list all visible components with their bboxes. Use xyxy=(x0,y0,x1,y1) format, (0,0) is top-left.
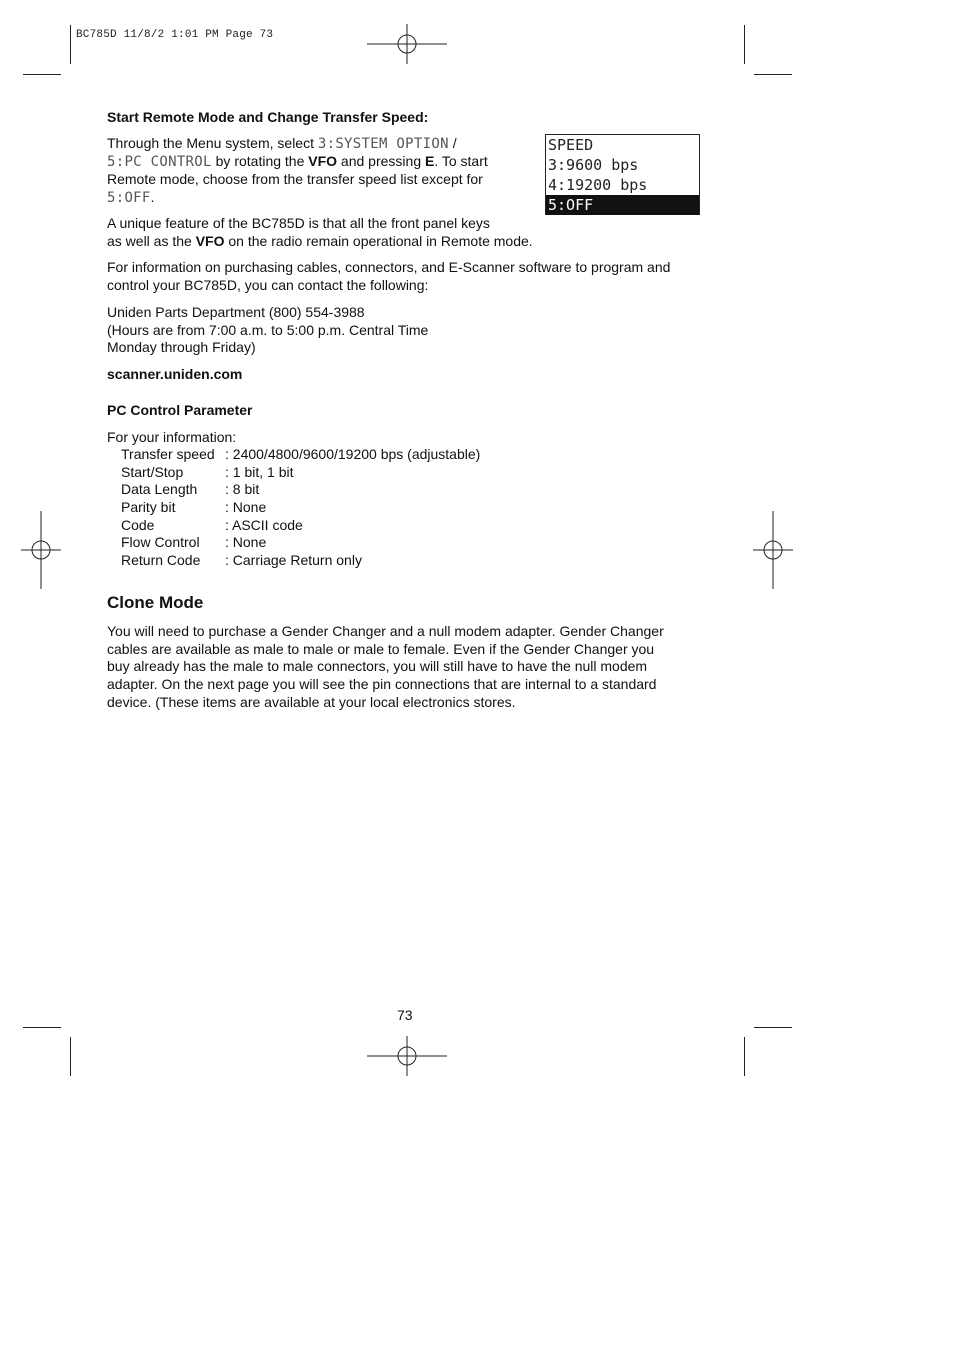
crop-mark-bottom-right-horizontal xyxy=(754,1027,792,1028)
text-line: cables are available as male to male or male to female. Even if the Gender Changer you xyxy=(107,640,655,657)
param-row-transfer-speed xyxy=(121,446,541,464)
lcd-line-19200: 4:19200 bps xyxy=(548,176,648,194)
lcd-text-pc-control: 5:PC CONTROL xyxy=(107,154,212,170)
printer-slug: BC785D 11/8/2 1:01 PM Page 73 xyxy=(76,29,274,41)
param-value: : None xyxy=(225,499,267,516)
text-line: device. (These items are available at your local electronics stores. xyxy=(107,693,516,710)
param-row-return-code xyxy=(121,552,541,570)
contact-days: Monday through Friday) xyxy=(107,339,256,356)
registration-target-top-icon xyxy=(367,24,447,64)
lcd-text-off: 5:OFF xyxy=(107,190,151,206)
remote-mode-instructions xyxy=(107,134,532,206)
crop-mark-top-left-vertical xyxy=(70,25,71,64)
lcd-text-system-option: 3:SYSTEM OPTION xyxy=(317,136,449,152)
text-segment: by rotating the xyxy=(211,153,309,169)
crop-mark-bottom-left-horizontal xyxy=(23,1027,61,1028)
text-line: buy already has the male to male connectors, you will still have to have the null modem xyxy=(107,658,648,675)
param-value: : Carriage Return only xyxy=(225,552,362,569)
lcd-line-off-selected: 5:OFF xyxy=(546,195,699,215)
contact-block xyxy=(107,303,607,356)
parameter-table xyxy=(121,446,541,570)
purchasing-info-paragraph xyxy=(107,258,727,294)
text-segment: / xyxy=(448,135,457,151)
param-label: Code xyxy=(121,516,155,533)
contact-phone: Uniden Parts Department (800) 554-3988 xyxy=(107,304,365,320)
unique-feature-paragraph xyxy=(107,214,707,250)
registration-target-right-icon xyxy=(753,511,793,589)
text-segment: . To start xyxy=(434,153,488,169)
param-value: : None xyxy=(225,534,267,551)
param-row-code xyxy=(121,517,541,535)
crop-mark-top-right-vertical xyxy=(744,25,745,64)
contact-hours: (Hours are from 7:00 a.m. to 5:00 p.m. Central Time xyxy=(107,321,429,338)
clone-mode-paragraph xyxy=(107,622,727,710)
lcd-line-speed: SPEED xyxy=(548,136,594,154)
text-line: You will need to purchase a Gender Changer and a null modem adapter. Gender Changer xyxy=(107,623,664,639)
param-label: Transfer speed xyxy=(121,446,215,462)
website-link[interactable]: scanner.uniden.com xyxy=(107,366,243,382)
param-label: Return Code xyxy=(121,552,201,569)
text-line: For information on purchasing cables, connectors, and E-Scanner software to program and xyxy=(107,259,671,275)
param-row-parity-bit xyxy=(121,499,541,517)
text-segment: Through the Menu system, select xyxy=(107,135,318,151)
registration-target-left-icon xyxy=(21,511,61,589)
text-segment: as well as the xyxy=(107,233,196,249)
text-segment: and pressing xyxy=(337,153,425,169)
e-key-bold: E xyxy=(425,153,435,169)
lcd-line-9600: 3:9600 bps xyxy=(548,156,639,174)
param-value: : 2400/4800/9600/19200 bps (adjustable) xyxy=(225,446,481,462)
text-segment: on the radio remain operational in Remote mode. xyxy=(224,233,533,249)
text-line: Remote mode, choose from the transfer speed list except for xyxy=(107,171,483,187)
vfo-bold: VFO xyxy=(195,233,225,249)
param-row-data-length xyxy=(121,481,541,499)
clone-mode-heading: Clone Mode xyxy=(107,593,204,612)
crop-mark-bottom-right-vertical xyxy=(744,1037,745,1076)
param-label: Start/Stop xyxy=(121,463,184,480)
remote-mode-heading: Start Remote Mode and Change Transfer Speed: xyxy=(107,109,429,125)
param-value: : 8 bit xyxy=(225,481,260,498)
page-number: 73 xyxy=(397,1007,413,1023)
crop-mark-top-right-horizontal xyxy=(754,74,792,75)
parameters-intro: For your information: xyxy=(107,429,237,445)
param-row-flow-control xyxy=(121,534,541,552)
vfo-bold: VFO xyxy=(308,153,338,169)
param-value: : ASCII code xyxy=(225,516,303,533)
param-label: Data Length xyxy=(121,481,198,498)
registration-target-bottom-icon xyxy=(367,1036,447,1076)
param-label: Flow Control xyxy=(121,534,200,551)
text-line: A unique feature of the BC785D is that all the front panel keys xyxy=(107,215,490,231)
crop-mark-top-left-horizontal xyxy=(23,74,61,75)
lcd-screen-illustration xyxy=(545,134,700,215)
text-segment: . xyxy=(150,189,155,205)
crop-mark-bottom-left-vertical xyxy=(70,1037,71,1076)
param-label: Parity bit xyxy=(121,499,176,516)
param-row-start-stop xyxy=(121,464,541,482)
text-line: control your BC785D, you can contact the following: xyxy=(107,277,429,293)
param-value: : 1 bit, 1 bit xyxy=(225,463,294,480)
pc-control-parameter-heading: PC Control Parameter xyxy=(107,402,253,418)
text-line: adapter. On the next page you will see the pin connections that are internal to a standard xyxy=(107,676,657,693)
